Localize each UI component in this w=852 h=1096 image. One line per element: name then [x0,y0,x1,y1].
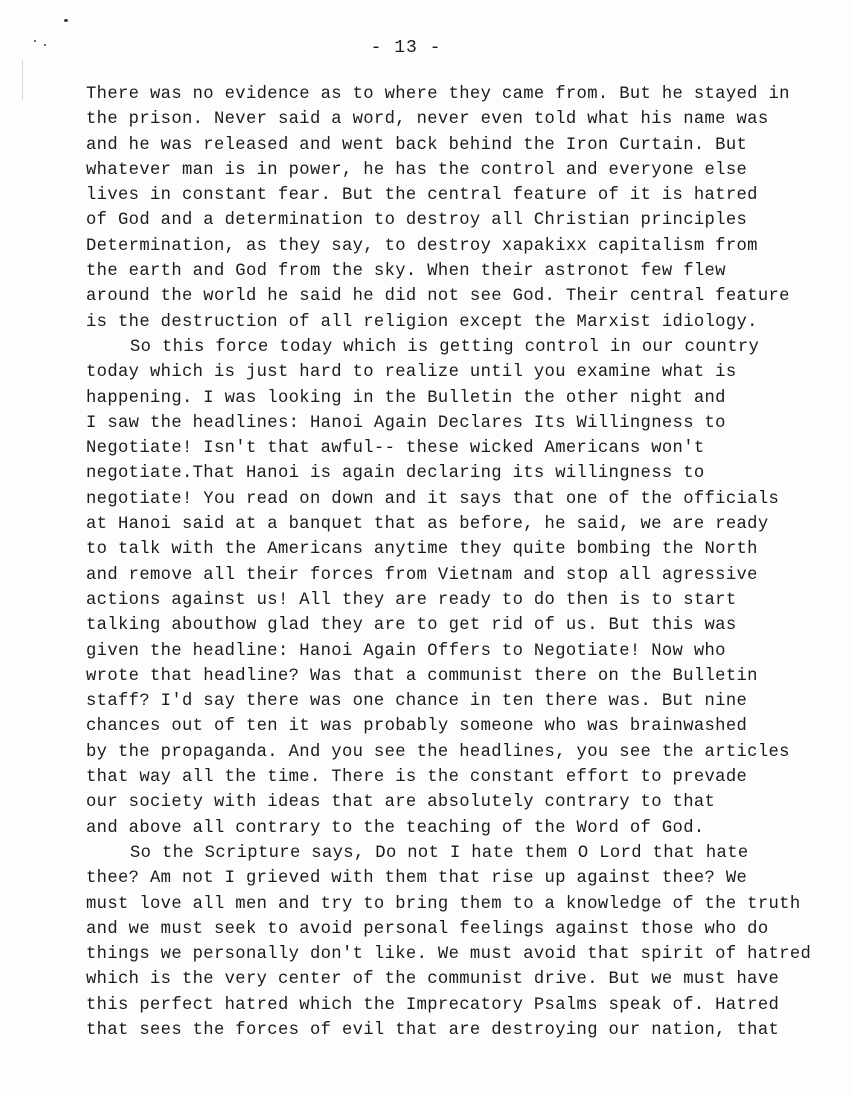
paragraph [86,335,806,841]
text-line: this perfect hatred which the Imprecatory Psalms speak of. Hatred [86,995,780,1015]
page-edge-shadow [22,60,23,100]
text-line: must love all men and try to bring them to a knowledge of the truth [86,894,801,914]
text-line: our society with ideas that are absolutely contrary to that [86,793,716,813]
text-line: which is the very center of the communist drive. But we must have [86,970,780,990]
text-line: at Hanoi said at a banquet that as before, he said, we are ready [86,515,769,535]
text-line: that way all the time. There is the constant effort to prevade [86,768,748,788]
paragraph [86,82,806,335]
text-line: of God and a determination to destroy all Christian principles [86,211,748,231]
text-line: staff? I'd say there was one chance in ten there was. But nine [86,692,748,712]
text-line: lives in constant fear. But the central feature of it is hatred [86,186,758,206]
page-number: - 13 - [370,38,442,58]
paragraph [86,841,812,1043]
text-line: whatever man is in power, he has the control and everyone else [86,160,748,180]
text-line: and he was released and went back behind the Iron Curtain. But [86,135,748,155]
text-line: today which is just hard to realize until you examine what is [86,363,737,383]
text-line: So the Scripture says, Do not I hate them O Lord that hate [130,843,749,863]
text-line: and we must seek to avoid personal feelings against those who do [86,919,769,939]
text-line: wrote that headline? Was that a communist there on the Bulletin [86,666,758,686]
text-line: chances out of ten it was probably someone who was brainwashed [86,717,748,737]
text-line: the prison. Never said a word, never even told what his name was [86,110,769,130]
text-line: to talk with the Americans anytime they quite bombing the North [86,540,758,560]
text-line: given the headline: Hanoi Again Offers to Negotiate! Now who [86,641,726,661]
text-line: around the world he said he did not see God. Their central feature [86,287,790,307]
text-line: and remove all their forces from Vietnam and stop all agressive [86,565,758,585]
stray-ink-mark [64,19,68,22]
text-line: thee? Am not I grieved with them that rise up against thee? We [86,869,748,889]
text-line: is the destruction of all religion except the Marxist idiology. [86,312,758,332]
text-line: Determination, as they say, to destroy xapakixx capitalism from [86,236,758,256]
text-line: actions against us! All they are ready to do then is to start [86,590,737,610]
text-line: There was no evidence as to where they came from. But he stayed in [86,85,790,104]
text-line: Negotiate! Isn't that awful-- these wicked Americans won't [86,439,705,459]
text-line: by the propaganda. And you see the headlines, you see the articles [86,742,790,762]
text-line: negotiate! You read on down and it says that one of the officials [86,489,780,509]
text-line: talking abouthow glad they are to get rid of us. But this was [86,616,737,636]
text-line: the earth and God from the sky. When their astronot few flew [86,262,726,282]
text-line: happening. I was looking in the Bulletin the other night and [86,388,726,408]
text-line: and above all contrary to the teaching of the Word of God. [86,818,705,838]
text-line: So this force today which is getting control in our country [130,337,760,357]
text-line: things we personally don't like. We must avoid that spirit of hatred [86,945,812,965]
text-line: that sees the forces of evil that are destroying our nation, that [86,1020,780,1040]
text-line: I saw the headlines: Hanoi Again Declares Its Willingness to [86,413,726,433]
text-line: negotiate.That Hanoi is again declaring its willingness to [86,464,705,484]
body-text [86,82,812,1043]
